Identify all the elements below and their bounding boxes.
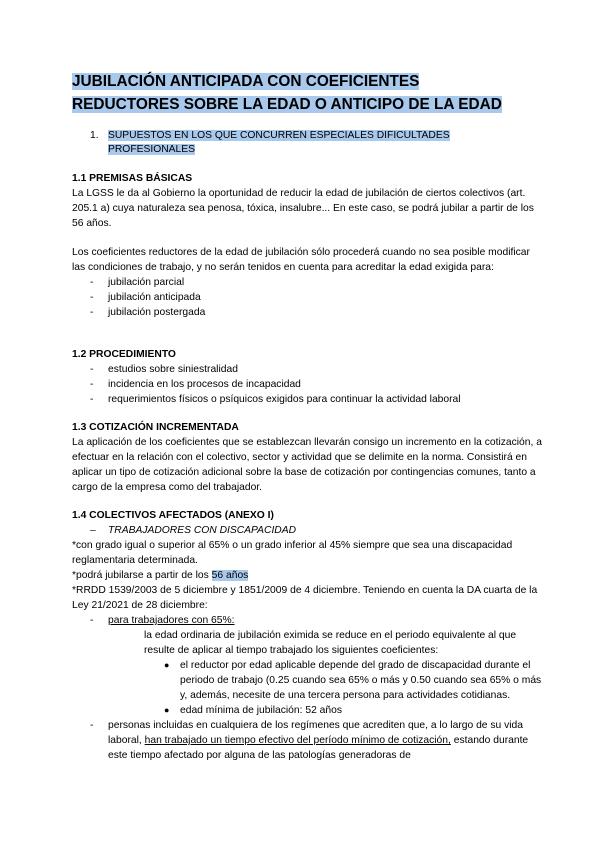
colectivos-note-2: *podrá jubilarse a partir de los 56 años xyxy=(72,570,249,581)
colectivos-note-1: *con grado igual o superior al 65% o un grado inferior al 45% siempre que sea una discapacidad reglamentaria determinada. xyxy=(72,540,513,566)
title-line-2: REDUCTORES SOBRE LA EDAD O ANTICIPO DE LA EDAD xyxy=(72,96,502,113)
colectivos-section xyxy=(72,508,542,763)
document-title xyxy=(72,70,542,116)
premisas-paragraph-2: Los coeficientes reductores de la edad de jubilación sólo procederá cuando no sea posible modificar las condiciones de trabajo, y no serán tenidos en cuenta para acreditar la edad exigida para: xyxy=(72,247,530,273)
list-item: - jubilación parcial xyxy=(90,277,185,288)
premisas-heading: 1.1 PREMISAS BÁSICAS xyxy=(72,173,193,184)
colectivos-note-3: *RRDD 1539/2003 de 5 diciembre y 1851/2009 de 4 diciembre. Teniendo en cuenta la DA cuarta de la Ley 21/2021 de 28 diciembre: xyxy=(72,585,538,611)
list-item: - estudios sobre siniestralidad xyxy=(90,364,238,375)
list-item: - jubilación postergada xyxy=(90,307,206,318)
title-line-1: JUBILACIÓN ANTICIPADA CON COEFICIENTES xyxy=(72,73,420,90)
cotizacion-paragraph: La aplicación de los coeficientes que se establezcan llevarán consigo un incremento en la cotización, a efectuar en la relación con el colectivo, sector y actividad que se delimite en la norma. Consistirá en aplicar un tipo de cotización adicional sobre la base de cotización por contingencias comunes, tanto a cargo de la empresa como del trabajador. xyxy=(72,437,542,493)
colectivos-subheading: – TRABAJADORES CON DISCAPACIDAD xyxy=(90,525,297,536)
list-item: - incidencia en los procesos de incapacidad xyxy=(90,379,301,390)
premisas-paragraph-1: La LGSS le da al Gobierno la oportunidad de reducir la edad de jubilación de ciertos colectivos (art. 205.1 a) cuya naturaleza sea penosa, tóxica, insalubre... En este caso, se podrá jubilar a partir de los 56 años. xyxy=(72,188,534,229)
procedimiento-heading: 1.2 PROCEDIMIENTO xyxy=(72,349,176,360)
list-item: ● edad mínima de jubilación: 52 años xyxy=(164,705,342,716)
list-item: - personas incluidas en cualquiera de los regímenes que acrediten que, a lo largo de su vida laboral, han trabajado un tiempo efectivo del período mínimo de cotización, estando durante este tiempo afectado por alguna de las patologías generadoras de xyxy=(90,720,529,761)
section-1-line-2: PROFESIONALES xyxy=(108,144,195,155)
colectivos-item-1-text: la edad ordinaria de jubilación eximida se reduce en el periodo equivalente al que resulte de aplicar al tiempo trabajado los siguientes coeficientes: xyxy=(144,630,517,656)
section-1-heading xyxy=(90,129,530,157)
list-item: - para trabajadores con 65%: xyxy=(90,615,235,626)
cotizacion-heading: 1.3 COTIZACIÓN INCREMENTADA xyxy=(72,422,239,433)
premisas-section xyxy=(72,171,542,320)
colectivos-heading: 1.4 COLECTIVOS AFECTADOS (ANEXO I) xyxy=(72,510,274,521)
section-1-number: 1. xyxy=(90,130,99,141)
list-item: - jubilación anticipada xyxy=(90,292,201,303)
section-1-line-1: SUPUESTOS EN LOS QUE CONCURREN ESPECIALES DIFICULTADES xyxy=(108,130,450,141)
list-item: ● el reductor por edad aplicable depende del grado de discapacidad durante el periodo de trabajo (0.25 cuando sea 65% o más y 0.50 cuando sea 65% o más y, además, necesite de una tercera persona para actividades cotidianas. xyxy=(164,660,542,701)
procedimiento-section xyxy=(72,347,542,407)
list-item: - requerimientos físicos o psíquicos exigidos para continuar la actividad laboral xyxy=(90,394,461,405)
cotizacion-section xyxy=(72,420,542,495)
